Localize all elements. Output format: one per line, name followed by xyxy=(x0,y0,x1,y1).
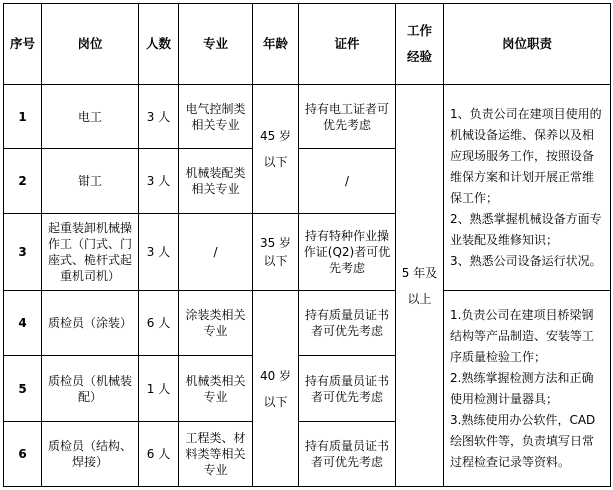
row-cert: 持有电工证者可优先考虑 xyxy=(299,85,396,149)
row-seq: 2 xyxy=(4,149,42,214)
row-count: 6 人 xyxy=(139,422,179,487)
header-cert: 证件 xyxy=(299,4,396,85)
experience-line2: 以上 xyxy=(407,291,432,306)
row-position: 电工 xyxy=(42,85,139,149)
header-position: 岗位 xyxy=(42,4,139,85)
row-position: 质检员（机械装配） xyxy=(42,356,139,422)
row-seq: 5 xyxy=(4,356,42,422)
row-seq: 4 xyxy=(4,291,42,356)
row-cert: 持有质量员证书者可优先考虑 xyxy=(299,356,396,422)
duty-item: 3.熟练使用办公软件，CAD 绘图软件等，负责填写日常过程检查记录等资料。 xyxy=(450,412,596,469)
row-major: 涂装类相关专业 xyxy=(179,291,253,356)
duty-item: 2、熟悉掌握机械设备方面专业装配及维修知识； xyxy=(450,211,602,247)
header-major: 专业 xyxy=(179,4,253,85)
age-group-2-line2: 以下 xyxy=(263,254,288,268)
row-seq: 1 xyxy=(4,85,42,149)
header-row xyxy=(4,4,611,85)
row-seq: 3 xyxy=(4,214,42,291)
row-major: 机械类相关专业 xyxy=(179,356,253,422)
row-major: / xyxy=(179,214,253,291)
table-row xyxy=(4,291,611,356)
row-major: 工程类、材料类等相关专业 xyxy=(179,422,253,487)
age-group-3 xyxy=(253,291,299,487)
row-position: 钳工 xyxy=(42,149,139,214)
header-experience-line2: 经验 xyxy=(406,49,432,64)
row-cert: 持有质量员证书者可优先考虑 xyxy=(299,291,396,356)
header-seq: 序号 xyxy=(4,4,42,85)
age-group-3-line2: 以下 xyxy=(263,394,288,409)
header-age: 年龄 xyxy=(253,4,299,85)
row-count: 1 人 xyxy=(139,356,179,422)
experience-cell xyxy=(396,85,444,487)
header-duty: 岗位职责 xyxy=(444,4,611,85)
row-position: 起重装卸机械操作工（门式、门座式、桅杆式起重机司机） xyxy=(42,214,139,291)
row-count: 3 人 xyxy=(139,149,179,214)
age-group-1-line1: 45 岁 xyxy=(259,129,292,143)
experience-line1: 5 年及 xyxy=(401,265,438,280)
duty-item: 3、熟悉公司设备运行状况。 xyxy=(450,253,602,268)
header-experience xyxy=(396,4,444,85)
age-group-1 xyxy=(253,85,299,214)
duty-item: 1.负责公司在建项目桥梁钢结构等产品制造、安装等工序质量检验工作； xyxy=(450,307,595,364)
header-count: 人数 xyxy=(139,4,179,85)
row-position: 质检员（结构、焊接） xyxy=(42,422,139,487)
row-count: 3 人 xyxy=(139,214,179,291)
duty-group-2 xyxy=(444,291,611,487)
age-group-2 xyxy=(253,214,299,291)
row-cert: / xyxy=(299,149,396,214)
row-seq: 6 xyxy=(4,422,42,487)
duty-item: 1、负责公司在建项目使用的机械设备运维、保养以及相应现场服务工作，按照设备维保方案和计划开展正常维保工作； xyxy=(450,106,602,205)
row-position: 质检员（涂装） xyxy=(42,291,139,356)
age-group-2-line1: 35 岁 xyxy=(259,236,292,250)
header-experience-line1: 工作 xyxy=(406,23,432,38)
duty-group-1 xyxy=(444,85,611,291)
row-cert: 持有质量员证书者可优先考虑 xyxy=(299,422,396,487)
row-major: 电气控制类相关专业 xyxy=(179,85,253,149)
row-count: 3 人 xyxy=(139,85,179,149)
age-group-3-line1: 40 岁 xyxy=(259,368,292,383)
row-count: 6 人 xyxy=(139,291,179,356)
age-group-1-line2: 以下 xyxy=(263,155,288,169)
table-row xyxy=(4,85,611,149)
recruitment-table xyxy=(3,3,611,487)
row-cert: 持有特种作业操作证(Q2)者可优先考虑 xyxy=(299,214,396,291)
row-major: 机械装配类相关专业 xyxy=(179,149,253,214)
duty-item: 2.熟练掌握检测方法和正确使用检测计量器具； xyxy=(450,370,594,406)
